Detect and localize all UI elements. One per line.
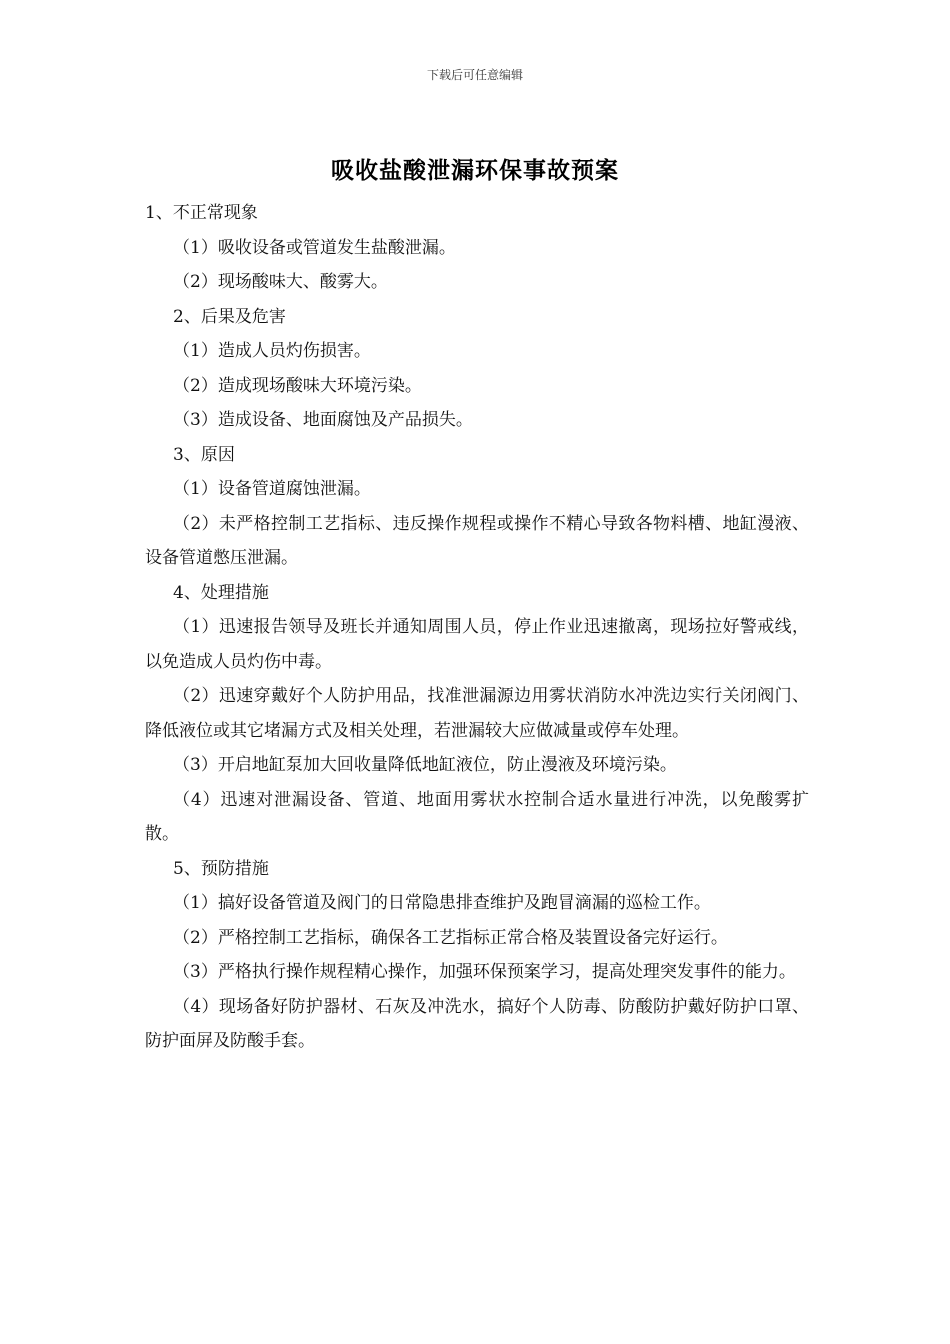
list-item: （1）造成人员灼伤损害。 (173, 341, 371, 361)
list-item: （2）迅速穿戴好个人防护用品，找准泄漏源边用雾状消防水冲洗边实行关闭阀门、降低液位或其它堵漏方式及相关处理，若泄漏较大应做减量或停车处理。 (145, 686, 809, 741)
section-heading: 3、原因 (173, 444, 235, 465)
list-item: （1）设备管道腐蚀泄漏。 (173, 479, 371, 499)
list-item: （2）造成现场酸味大环境污染。 (173, 375, 422, 396)
section-heading: 2、后果及危害 (173, 306, 286, 327)
list-item: （1）搞好设备管道及阀门的日常隐患排查维护及跑冒滴漏的巡检工作。 (173, 893, 711, 913)
list-item: （2）严格控制工艺指标，确保各工艺指标正常合格及装置设备完好运行。 (173, 927, 728, 948)
list-item: （3）开启地缸泵加大回收量降低地缸液位，防止漫液及环境污染。 (173, 755, 677, 775)
page-header: 下载后可任意编辑 (426, 68, 523, 82)
list-item: （1）迅速报告领导及班长并通知周围人员，停止作业迅速撤离，现场拉好警戒线，以免造成人员灼伤中毒。 (145, 617, 809, 672)
list-item: （2）现场酸味大、酸雾大。 (173, 272, 388, 292)
list-item: （3）造成设备、地面腐蚀及产品损失。 (173, 410, 473, 430)
section-heading: 4、处理措施 (173, 582, 269, 603)
section-heading: 5、预防措施 (173, 858, 269, 879)
list-item: （3）严格执行操作规程精心操作，加强环保预案学习，提高处理突发事件的能力。 (173, 962, 796, 982)
document-title: 吸收盐酸泄漏环保事故预案 (331, 157, 619, 184)
section-heading: 1、不正常现象 (145, 203, 258, 223)
list-item: （4）迅速对泄漏设备、管道、地面用雾状水控制合适水量进行冲洗，以免酸雾扩散。 (145, 789, 809, 844)
list-item: （4）现场备好防护器材、石灰及冲洗水，搞好个人防毒、防酸防护戴好防护口罩、防护面屏及防酸手套。 (145, 996, 809, 1051)
document-body (145, 196, 809, 1059)
list-item: （2）未严格控制工艺指标、违反操作规程或操作不精心导致各物料槽、地缸漫液、设备管道憋压泄漏。 (145, 513, 809, 568)
list-item: （1）吸收设备或管道发生盐酸泄漏。 (173, 237, 456, 258)
